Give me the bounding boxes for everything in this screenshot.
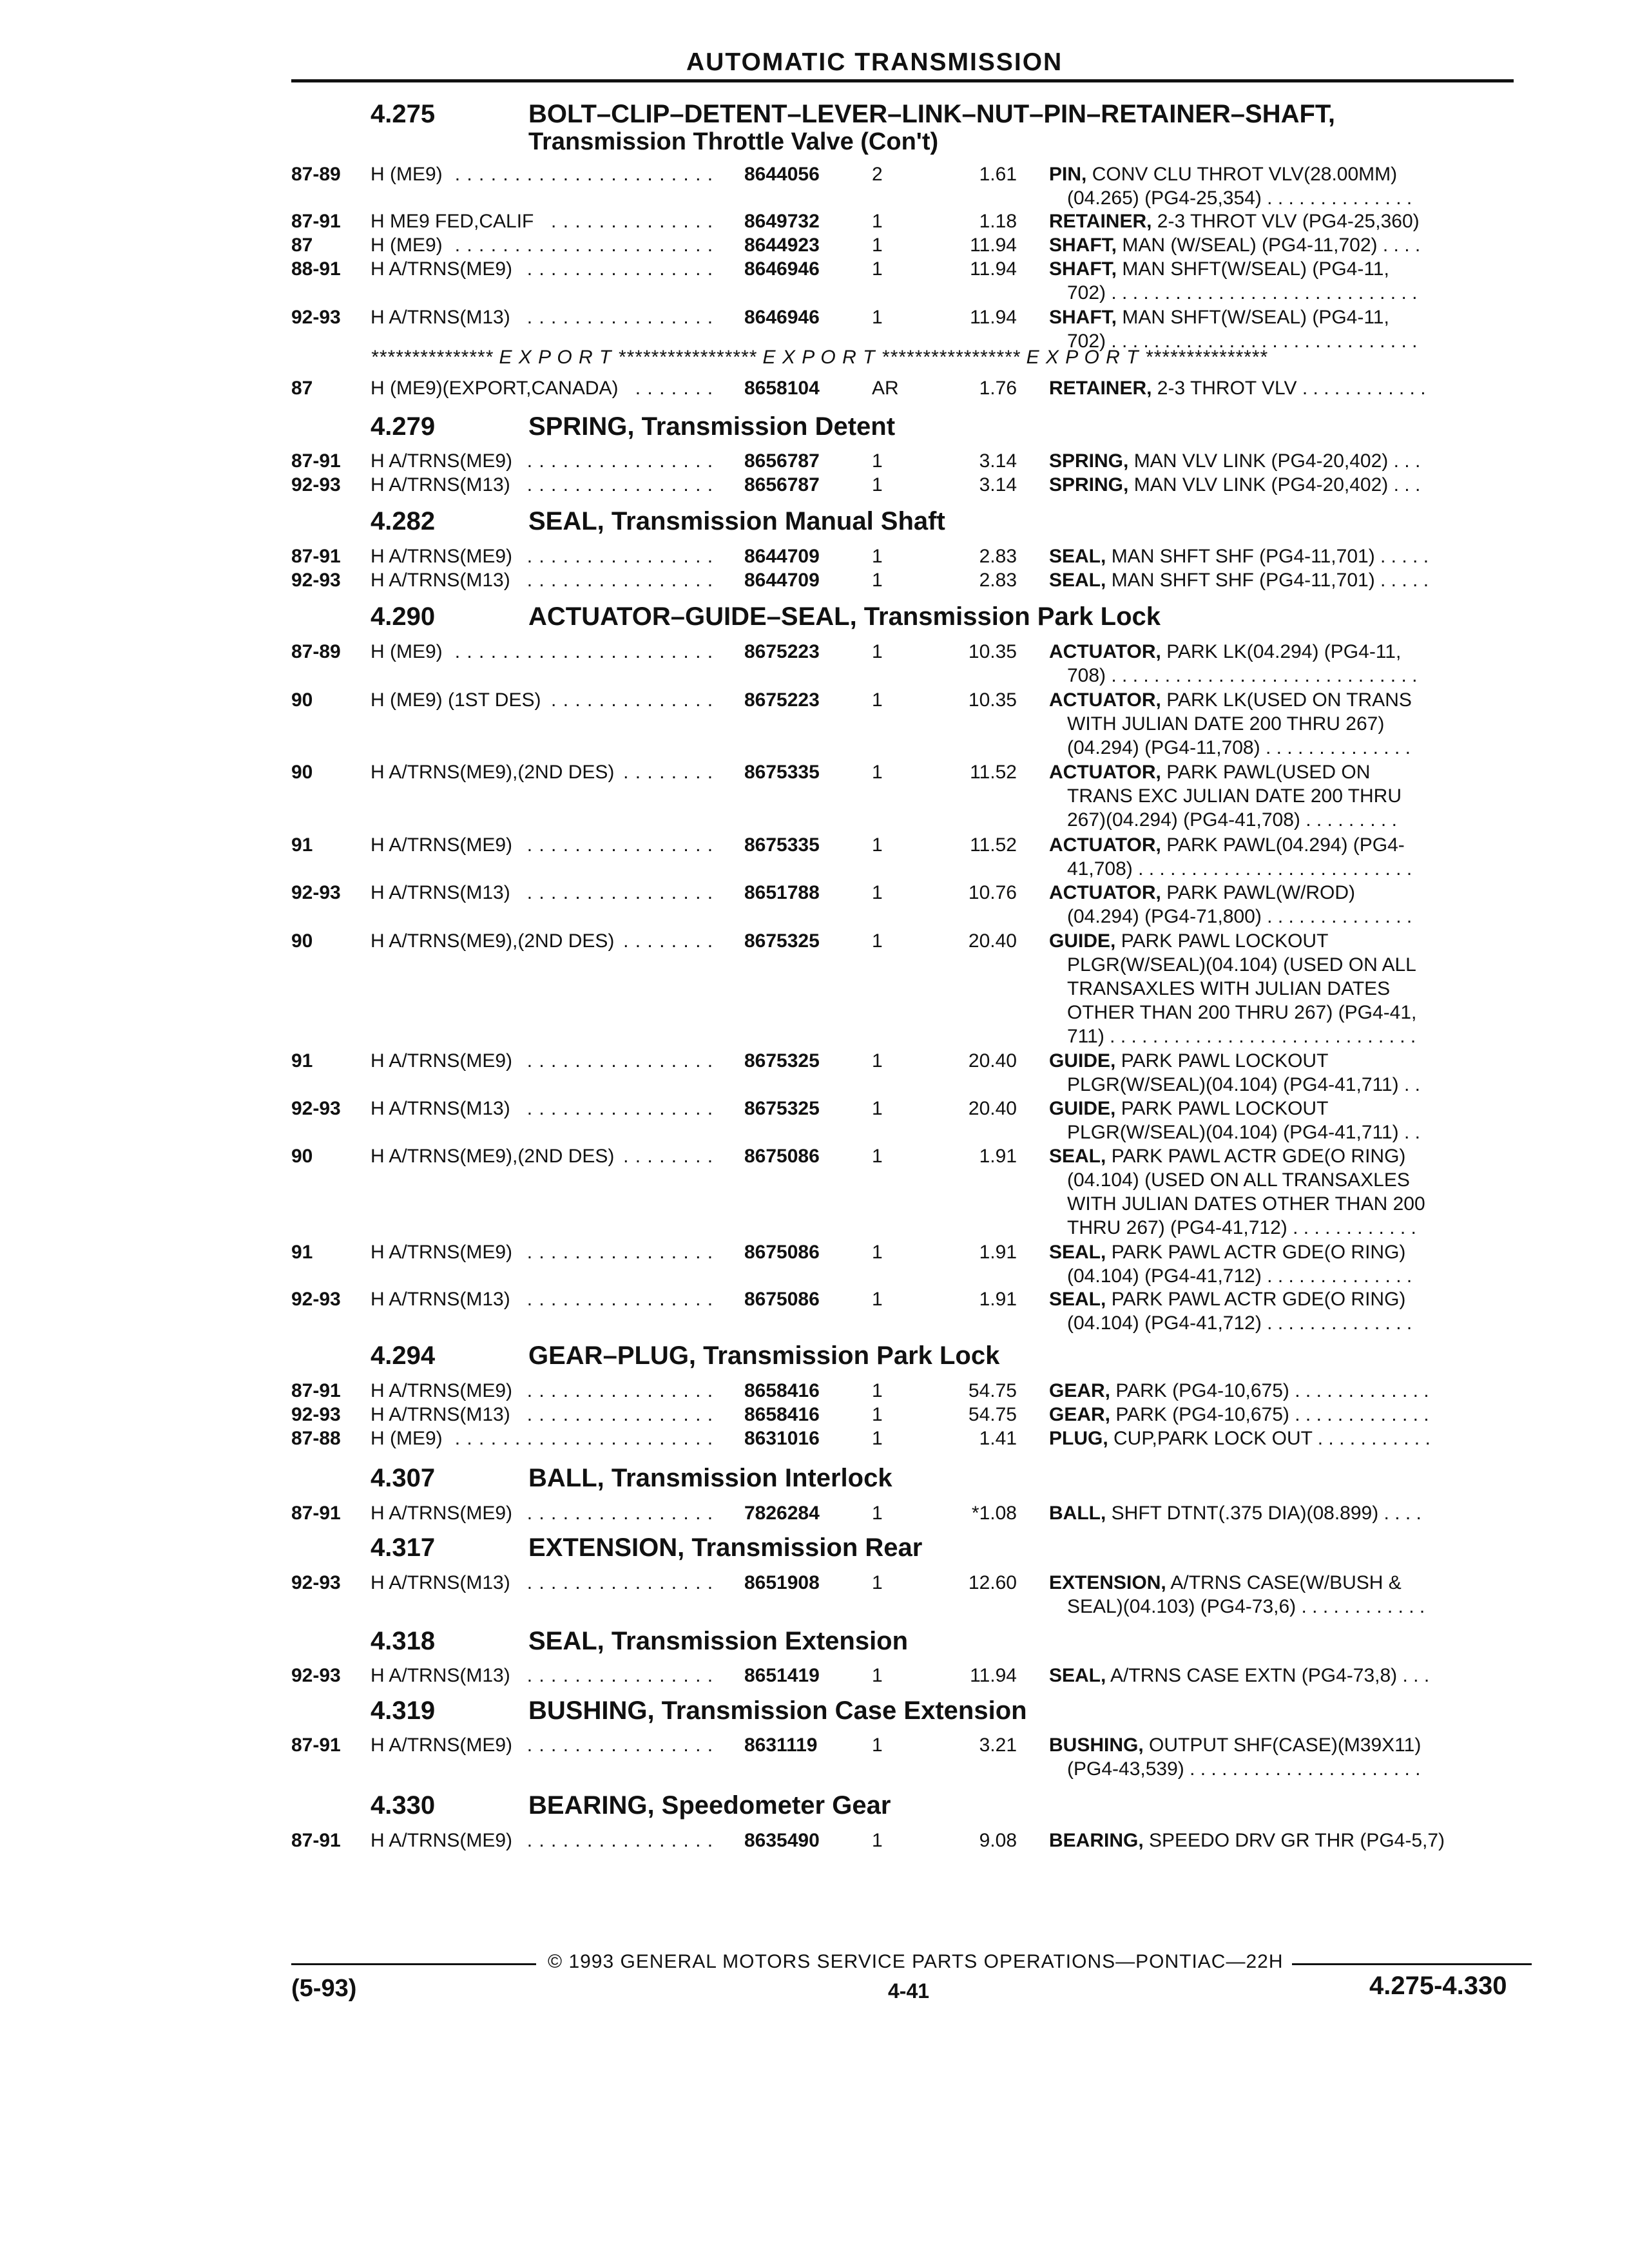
description: SHAFT, MAN SHFT(W/SEAL) (PG4-11, 702) . . . . . . . . . . . . . . . . . . . . . . . . . . . . . [1049, 307, 1418, 352]
model-years: 87-91 [291, 450, 341, 472]
model-years: 92-93 [291, 1572, 341, 1593]
model-years: 90 [291, 1146, 313, 1167]
application: H A/TRNS(M13) . . . [371, 1403, 715, 1427]
section-title: BEARING, Speedometer Gear [528, 1791, 891, 1820]
price: 3.14 [979, 474, 1017, 495]
description: SPRING, MAN VLV LINK (PG4-20,402) . . . [1049, 450, 1421, 472]
description: SHAFT, MAN (W/SEAL) (PG4-11,702) . . . . [1049, 235, 1421, 256]
application: H A/TRNS(ME9) . . . [371, 1733, 715, 1757]
part-number: 8644709 [744, 546, 820, 567]
price: 1.91 [979, 1242, 1017, 1263]
section-range: 4.275-4.330 [1369, 1972, 1507, 2000]
section-title: SEAL, Transmission Manual Shaft [528, 507, 945, 535]
application: H A/TRNS(M13) . . . [371, 473, 715, 497]
part-number: 8675223 [744, 689, 820, 711]
description: GUIDE, PARK PAWL LOCKOUT PLGR(W/SEAL)(04.104) (PG4-41,711) . . [1049, 1050, 1420, 1095]
part-number: 8675223 [744, 641, 820, 662]
section-number: 4.318 [371, 1627, 436, 1655]
part-number: 8631119 [744, 1735, 818, 1756]
quantity: 1 [872, 1242, 883, 1263]
description: GUIDE, PARK PAWL LOCKOUT PLGR(W/SEAL)(04.104) (USED ON ALL TRANSAXLES WITH JULIAN DATES OTHER THAN 200 THRU 267) (PG4-41, 711) . . . . . . . . . . . . . . . . . . . . . . . . . . . . . [1049, 930, 1417, 1047]
model-years: 91 [291, 1242, 313, 1263]
model-years: 88-91 [291, 258, 341, 280]
model-years: 92-93 [291, 1098, 341, 1119]
quantity: 1 [872, 211, 883, 232]
quantity: 1 [872, 1665, 883, 1686]
part-number: 8656787 [744, 450, 820, 472]
part-number: 8635490 [744, 1830, 820, 1851]
quantity: 1 [872, 1572, 883, 1593]
model-years: 87 [291, 378, 313, 399]
quantity: 2 [872, 164, 883, 185]
quantity: 1 [872, 546, 883, 567]
model-years: 90 [291, 689, 313, 711]
quantity: 1 [872, 641, 883, 662]
application: H A/TRNS(M13) . . . [371, 1571, 715, 1595]
section-title: BUSHING, Transmission Case Extension [528, 1696, 1027, 1725]
model-years: 92-93 [291, 570, 341, 591]
description: GUIDE, PARK PAWL LOCKOUT PLGR(W/SEAL)(04.104) (PG4-41,711) . . [1049, 1098, 1420, 1143]
part-number: 8675086 [744, 1289, 820, 1310]
price: 11.94 [970, 307, 1017, 328]
application: H (ME9)(EXPORT,CANADA) . . . [371, 376, 715, 400]
part-number: 8675325 [744, 1098, 820, 1119]
application: H A/TRNS(ME9) . . . [371, 1240, 715, 1264]
section-number: 4.282 [371, 507, 436, 535]
application: H A/TRNS(M13) . . . [371, 305, 715, 329]
quantity: 1 [872, 1404, 883, 1425]
export-separator: *************** E X P O R T ***************** E X P O R T ***************** E X P O R T *************** [371, 347, 1268, 368]
model-years: 87-88 [291, 1428, 341, 1449]
model-years: 87 [291, 235, 313, 256]
section-subtitle: Transmission Throttle Valve (Con't) [528, 128, 939, 155]
application: H ME9 FED,CALIF . . . [371, 209, 715, 233]
footer-rule [291, 1963, 536, 1965]
description: ACTUATOR, PARK PAWL(USED ON TRANS EXC JULIAN DATE 200 THRU 267)(04.294) (PG4-41,708) . . . . . . . . . [1049, 762, 1402, 831]
application: H A/TRNS(M13) . . . [371, 568, 715, 592]
section-number: 4.330 [371, 1791, 436, 1820]
quantity: 1 [872, 1146, 883, 1167]
price: 1.41 [979, 1428, 1017, 1449]
price: 12.60 [968, 1572, 1017, 1593]
revision-date: (5-93) [291, 1975, 357, 2002]
model-years: 92-93 [291, 1289, 341, 1310]
section-number: 4.279 [371, 412, 436, 441]
quantity: AR [872, 378, 899, 399]
part-number: 8646946 [744, 307, 820, 328]
page-number: 4-41 [888, 1979, 930, 2003]
part-number: 8644709 [744, 570, 820, 591]
section-number: 4.319 [371, 1696, 436, 1725]
description: GEAR, PARK (PG4-10,675) . . . . . . . . . . . . . [1049, 1380, 1429, 1401]
description: SEAL, MAN SHFT SHF (PG4-11,701) . . . . . [1049, 546, 1429, 567]
price: 1.61 [979, 164, 1017, 185]
price: *1.08 [971, 1503, 1017, 1524]
description: SEAL, MAN SHFT SHF (PG4-11,701) . . . . . [1049, 570, 1429, 591]
part-number: 7826284 [744, 1503, 820, 1524]
description: SHAFT, MAN SHFT(W/SEAL) (PG4-11, 702) . . . . . . . . . . . . . . . . . . . . . . . . . . . . . [1049, 258, 1418, 303]
price: 11.94 [970, 235, 1017, 256]
application: H (ME9) . . . [371, 1427, 715, 1450]
description: GEAR, PARK (PG4-10,675) . . . . . . . . . . . . . [1049, 1404, 1429, 1425]
part-number: 8651788 [744, 882, 820, 903]
section-title: EXTENSION, Transmission Rear [528, 1533, 923, 1562]
section-title: BOLT–CLIP–DETENT–LEVER–LINK–NUT–PIN–RETAINER–SHAFT, [528, 100, 1336, 128]
quantity: 1 [872, 1735, 883, 1756]
quantity: 1 [872, 762, 883, 783]
quantity: 1 [872, 258, 883, 280]
section-number: 4.294 [371, 1341, 436, 1370]
price: 1.76 [979, 378, 1017, 399]
price: 2.83 [979, 546, 1017, 567]
description: SEAL, PARK PAWL ACTR GDE(O RING) (04.104) (USED ON ALL TRANSAXLES WITH JULIAN DATES OTHER THAN 200 THRU 267) (PG4-41,712) . . . . . . . . . . . . [1049, 1146, 1425, 1238]
quantity: 1 [872, 882, 883, 903]
description: BALL, SHFT DTNT(.375 DIA)(08.899) . . . . [1049, 1503, 1422, 1524]
part-number: 8644056 [744, 164, 820, 185]
description: SPRING, MAN VLV LINK (PG4-20,402) . . . [1049, 474, 1421, 495]
part-number: 8675086 [744, 1146, 820, 1167]
model-years: 92-93 [291, 1404, 341, 1425]
quantity: 1 [872, 1830, 883, 1851]
part-number: 8631016 [744, 1428, 820, 1449]
quantity: 1 [872, 1098, 883, 1119]
model-years: 87-91 [291, 546, 341, 567]
part-number: 8675086 [744, 1242, 820, 1263]
price: 54.75 [968, 1404, 1017, 1425]
model-years: 91 [291, 834, 313, 856]
quantity: 1 [872, 1503, 883, 1524]
part-number: 8656787 [744, 474, 820, 495]
part-number: 8675325 [744, 930, 820, 952]
section-number: 4.290 [371, 602, 436, 631]
application: H A/TRNS(ME9) . . . [371, 1501, 715, 1525]
model-years: 87-91 [291, 211, 341, 232]
part-number: 8675325 [744, 1050, 820, 1072]
quantity: 1 [872, 1289, 883, 1310]
model-years: 92-93 [291, 474, 341, 495]
description: ACTUATOR, PARK LK(USED ON TRANS WITH JULIAN DATE 200 THRU 267) (04.294) (PG4-11,708) . . . . . . . . . . . . . . [1049, 689, 1412, 758]
description: ACTUATOR, PARK PAWL(W/ROD) (04.294) (PG4-71,800) . . . . . . . . . . . . . . [1049, 882, 1412, 927]
application: H A/TRNS(M13) . . . [371, 1664, 715, 1687]
model-years: 87-89 [291, 164, 341, 185]
header-rule [291, 79, 1514, 82]
model-years: 87-91 [291, 1380, 341, 1401]
quantity: 1 [872, 474, 883, 495]
description: SEAL, A/TRNS CASE EXTN (PG4-73,8) . . . [1049, 1665, 1430, 1686]
description: SEAL, PARK PAWL ACTR GDE(O RING) (04.104) (PG4-41,712) . . . . . . . . . . . . . . [1049, 1289, 1412, 1334]
price: 20.40 [968, 930, 1017, 952]
application: H A/TRNS(M13) . . . [371, 881, 715, 905]
quantity: 1 [872, 930, 883, 952]
price: 54.75 [968, 1380, 1017, 1401]
part-number: 8644923 [744, 235, 820, 256]
model-years: 92-93 [291, 307, 341, 328]
description: ACTUATOR, PARK LK(04.294) (PG4-11, 708) . . . . . . . . . . . . . . . . . . . . . . . . . . . . . [1049, 641, 1418, 686]
price: 11.94 [970, 258, 1017, 280]
price: 3.14 [979, 450, 1017, 472]
description: PIN, CONV CLU THROT VLV(28.00MM) (04.265) (PG4-25,354) . . . . . . . . . . . . . . [1049, 164, 1412, 209]
footer-rule [1292, 1963, 1532, 1965]
quantity: 1 [872, 235, 883, 256]
part-number: 8658104 [744, 378, 820, 399]
quantity: 1 [872, 1428, 883, 1449]
part-number: 8651908 [744, 1572, 820, 1593]
description: BUSHING, OUTPUT SHF(CASE)(M39X11) (PG4-43,539) . . . . . . . . . . . . . . . . . . . . . . [1049, 1735, 1422, 1780]
price: 10.35 [968, 641, 1017, 662]
application: H A/TRNS(ME9) . . . [371, 833, 715, 857]
price: 20.40 [968, 1098, 1017, 1119]
copyright-line: © 1993 GENERAL MOTORS SERVICE PARTS OPERATIONS—PONTIAC—22H [548, 1951, 1284, 1972]
application: H A/TRNS(ME9) . . . [371, 1379, 715, 1403]
application: H (ME9) . . . [371, 640, 715, 664]
application: H A/TRNS(M13) . . . [371, 1097, 715, 1120]
application: H (ME9) . . . [371, 233, 715, 257]
price: 20.40 [968, 1050, 1017, 1072]
description: PLUG, CUP,PARK LOCK OUT . . . . . . . . . . . [1049, 1428, 1431, 1449]
section-number: 4.307 [371, 1464, 436, 1492]
price: 9.08 [979, 1830, 1017, 1851]
description: BEARING, SPEEDO DRV GR THR (PG4-5,7) [1049, 1830, 1445, 1851]
quantity: 1 [872, 834, 883, 856]
model-years: 87-91 [291, 1830, 341, 1851]
section-title: BALL, Transmission Interlock [528, 1464, 892, 1492]
price: 11.94 [970, 1665, 1017, 1686]
section-title: GEAR–PLUG, Transmission Park Lock [528, 1341, 1000, 1370]
application: H (ME9) . . . [371, 162, 715, 186]
part-number: 8658416 [744, 1380, 820, 1401]
price: 3.21 [979, 1735, 1017, 1756]
quantity: 1 [872, 570, 883, 591]
application: H A/TRNS(ME9) . . . [371, 449, 715, 473]
price: 10.35 [968, 689, 1017, 711]
application: H A/TRNS(ME9) . . . [371, 544, 715, 568]
model-years: 92-93 [291, 1665, 341, 1686]
quantity: 1 [872, 1050, 883, 1072]
application: H A/TRNS(ME9) . . . [371, 257, 715, 281]
price: 11.52 [970, 834, 1017, 856]
price: 1.18 [979, 211, 1017, 232]
part-number: 8649732 [744, 211, 820, 232]
quantity: 1 [872, 450, 883, 472]
section-number: 4.275 [371, 100, 436, 128]
quantity: 1 [872, 1380, 883, 1401]
application: H A/TRNS(ME9),(2ND DES) . . . [371, 1144, 715, 1168]
section-title: SEAL, Transmission Extension [528, 1627, 909, 1655]
application: H A/TRNS(M13) . . . [371, 1287, 715, 1311]
part-number: 8675335 [744, 762, 820, 783]
application: H A/TRNS(ME9) . . . [371, 1049, 715, 1073]
price: 1.91 [979, 1146, 1017, 1167]
description: RETAINER, 2-3 THROT VLV . . . . . . . . . . . . [1049, 378, 1426, 399]
part-number: 8675335 [744, 834, 820, 856]
application: H A/TRNS(ME9),(2ND DES) . . . [371, 929, 715, 953]
description: RETAINER, 2-3 THROT VLV (PG4-25,360) [1049, 211, 1420, 232]
model-years: 91 [291, 1050, 313, 1072]
description: SEAL, PARK PAWL ACTR GDE(O RING) (04.104) (PG4-41,712) . . . . . . . . . . . . . . [1049, 1242, 1412, 1287]
model-years: 87-89 [291, 641, 341, 662]
description: EXTENSION, A/TRNS CASE(W/BUSH & SEAL)(04.103) (PG4-73,6) . . . . . . . . . . . . [1049, 1572, 1425, 1617]
model-years: 90 [291, 762, 313, 783]
model-years: 87-91 [291, 1735, 341, 1756]
price: 2.83 [979, 570, 1017, 591]
price: 11.52 [970, 762, 1017, 783]
section-title: SPRING, Transmission Detent [528, 412, 896, 441]
model-years: 92-93 [291, 882, 341, 903]
application: H A/TRNS(ME9),(2ND DES) . . . [371, 760, 715, 784]
price: 10.76 [968, 882, 1017, 903]
section-title: ACTUATOR–GUIDE–SEAL, Transmission Park Lock [528, 602, 1161, 631]
part-number: 8651419 [744, 1665, 820, 1686]
model-years: 90 [291, 930, 313, 952]
part-number: 8646946 [744, 258, 820, 280]
page-title: AUTOMATIC TRANSMISSION [686, 48, 1063, 76]
application: H (ME9) (1ST DES) . . . [371, 688, 715, 712]
description: ACTUATOR, PARK PAWL(04.294) (PG4- 41,708) . . . . . . . . . . . . . . . . . . . . . . . . . . [1049, 834, 1412, 879]
part-number: 8658416 [744, 1404, 820, 1425]
model-years: 87-91 [291, 1503, 341, 1524]
application: H A/TRNS(ME9) . . . [371, 1829, 715, 1852]
quantity: 1 [872, 689, 883, 711]
section-number: 4.317 [371, 1533, 436, 1562]
price: 1.91 [979, 1289, 1017, 1310]
quantity: 1 [872, 307, 883, 328]
